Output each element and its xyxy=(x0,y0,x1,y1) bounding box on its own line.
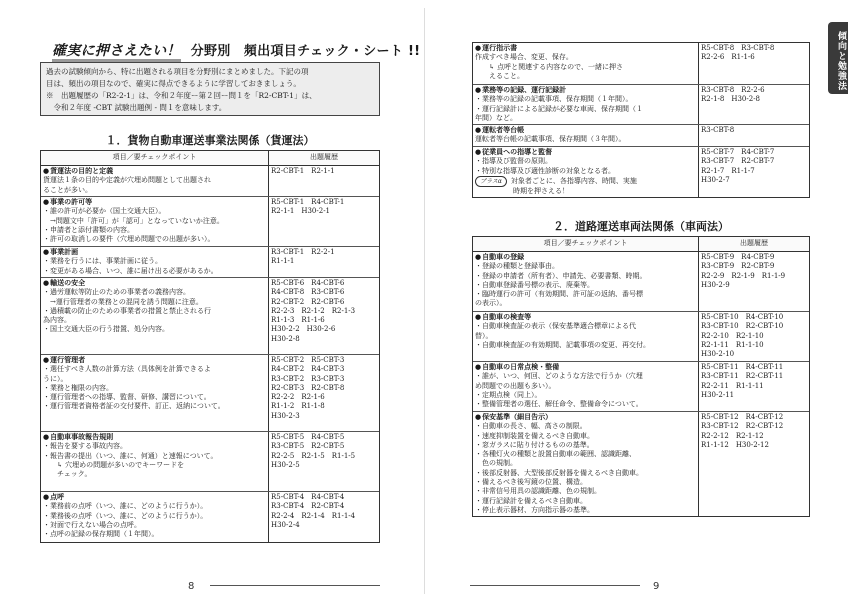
history-entry: R3-CBT-7 R2-CBT-7 xyxy=(701,157,775,166)
history-entry: H30-2-4 xyxy=(271,520,300,529)
check-point: 為内容。 xyxy=(43,316,71,325)
item-cell xyxy=(41,355,269,431)
check-point: ・点呼の記録の保存期間（１年間）。 xyxy=(43,530,159,539)
history-entry: R5-CBT-7 R4-CBT-7 xyxy=(701,148,775,156)
check-point: ・運行管理者への指導、監督、研修、講習について。 xyxy=(43,393,211,402)
history-entry: H30-2-5 xyxy=(271,460,300,469)
check-point: ・登録の申請者（所有者）、申請先、必要書類、時期。 xyxy=(475,271,647,280)
item-cell xyxy=(473,125,699,146)
page-rule xyxy=(470,585,640,586)
history-entry: R3-CBT-9 R2-CBT-9 xyxy=(701,262,775,271)
table-header xyxy=(473,237,809,252)
bullet-icon: ● xyxy=(43,248,50,256)
check-point: 貨運法１条の目的や定義が穴埋め問題として出題され xyxy=(43,176,211,185)
table-row xyxy=(41,432,379,492)
check-point: ・臨時運行の許可（有効期間、許可証の返納、番号標 xyxy=(475,290,643,299)
history-entry: R2-CBT-3 R2-CBT-8 xyxy=(271,383,345,392)
check-point: め問題での出題も多い）。 xyxy=(475,381,556,390)
history-entry: R2-CBT-2 R2-CBT-6 xyxy=(271,297,345,306)
check-point: ・特別な指導及び適性診断の対象となる者。 xyxy=(475,166,615,175)
item-cell xyxy=(41,166,269,196)
item-title-text: 従業員への指導と監督 xyxy=(482,148,553,156)
history-entry: R4-CBT-8 R3-CBT-6 xyxy=(271,288,345,297)
bullet-icon: ● xyxy=(475,86,482,94)
history-entry: H30-2-11 xyxy=(701,390,735,399)
intro-box xyxy=(40,62,380,116)
history-entry: H30-2-3 xyxy=(271,411,300,420)
check-point: ・自動車検査証の表示（保安基準適合標章による代 xyxy=(475,322,636,331)
table-row xyxy=(473,43,809,85)
item-title-text: 自動車事故報告規則 xyxy=(50,433,114,441)
bullet-icon: ● xyxy=(475,148,482,156)
check-point: ・業務後の点呼（いつ、誰に、どのように行うか）。 xyxy=(43,511,208,520)
item-title-text: 貨運法の目的と定義 xyxy=(50,167,114,175)
check-point: ・後部反射器、大型後部反射器を備えるべき自動車。 xyxy=(475,468,643,477)
arrow-icon: ↳ xyxy=(489,62,498,71)
col-item-header: 項目／要チェックポイント xyxy=(41,151,269,165)
item-title xyxy=(43,433,266,442)
item-title xyxy=(475,86,696,95)
table-row xyxy=(41,247,379,278)
check-point: ・運行記録計を備えるべき自動車。 xyxy=(475,496,587,505)
right-page xyxy=(425,0,850,602)
check-point: ・過積載の防止のための事業者の措置と禁止される行 xyxy=(43,306,211,315)
history-entry: R2-2-3 R2-1-2 R2-1-3 xyxy=(271,306,356,315)
history-entry: H30-2-7 xyxy=(701,175,730,184)
check-point: ・業務を行うには、事業計画に従う。 xyxy=(43,257,162,266)
intro-line: ※ 出題履歴の「R2-2-1」は、令和２年度ー第２回ー問１を「R2-CBT-1」は、 xyxy=(46,91,317,100)
item-title xyxy=(475,363,696,372)
item-title-text: 輸送の安全 xyxy=(50,279,86,287)
item-title-text: 点呼 xyxy=(50,493,65,501)
check-point: ・整備管理者の選任、解任命令、整備命令について。 xyxy=(475,400,643,409)
page-number: 8 xyxy=(188,581,195,592)
note-text: 点呼と関連する内容なので、一緒に押さ xyxy=(497,62,623,71)
intro-line: 目は、頻出の項目なので、確実に得点できるように学習しておきましょう。 xyxy=(46,79,301,88)
note-text: チェック。 xyxy=(57,470,92,479)
plus-text: 対象者ごとに、各指導内容、時間、実施 xyxy=(510,176,637,185)
check-point: ・停止表示器材、方向指示器の基準。 xyxy=(475,505,594,514)
check-point: ・登録の種類と登録事由。 xyxy=(475,262,559,271)
bullet-icon: ● xyxy=(43,167,50,175)
check-point: ・備えるべき後写鏡の位置、構造。 xyxy=(475,478,587,487)
bullet-icon: ● xyxy=(475,313,482,321)
history-entry: R2-2-10 R2-1-10 xyxy=(701,331,764,340)
item-title xyxy=(43,167,266,176)
intro-line: 令和２年度 -CBT 試験出題例 - 問１を意味します。 xyxy=(46,103,227,112)
history-entry: R1-1-2 R1-1-8 xyxy=(271,402,325,411)
item-title xyxy=(43,198,266,207)
item-title-text: 自動車の登録 xyxy=(482,253,525,261)
history-entry: R2-1-1 H30-2-1 xyxy=(271,207,331,216)
item-cell xyxy=(473,312,699,361)
history-cell xyxy=(269,355,379,431)
history-cell xyxy=(269,432,379,491)
item-title-text: 事業の許可等 xyxy=(50,198,93,206)
bullet-icon: ● xyxy=(43,433,50,441)
history-entry: R5-CBT-5 R4-CBT-5 xyxy=(271,433,345,441)
item-title-text: 事業計画 xyxy=(50,248,79,256)
history-entry: R3-CBT-5 R2-CBT-5 xyxy=(271,442,345,451)
history-entry: R2-2-5 R2-1-5 R1-1-5 xyxy=(271,451,356,460)
history-cell xyxy=(699,312,809,361)
table-row xyxy=(41,492,379,542)
item-cell xyxy=(41,197,269,246)
history-entry: R5-CBT-8 R3-CBT-8 xyxy=(701,44,775,52)
check-point: 色の規制。 xyxy=(475,459,517,468)
item-title xyxy=(43,493,266,502)
check-point: ・自動車の長さ、幅、高さの制限。 xyxy=(475,422,587,431)
col-history-header: 出題履歴 xyxy=(740,239,768,248)
bullet-icon: ● xyxy=(475,363,482,371)
history-cell xyxy=(269,166,379,196)
check-point: うに）。 xyxy=(43,374,68,383)
item-title xyxy=(475,126,696,135)
table-header xyxy=(41,151,379,166)
history-entry: R3-CBT-11 R2-CBT-11 xyxy=(701,372,784,381)
table-row xyxy=(473,252,809,312)
sharyoho-table xyxy=(472,236,810,517)
table-row xyxy=(41,166,379,197)
bullet-icon: ● xyxy=(43,356,50,364)
page-rule xyxy=(210,585,380,586)
note-line xyxy=(475,63,696,72)
history-entry: R3-CBT-2 R3-CBT-3 xyxy=(271,374,345,383)
history-cell xyxy=(699,412,809,516)
history-cell xyxy=(699,85,809,124)
item-title xyxy=(475,313,696,322)
kaunho-table xyxy=(40,150,380,543)
item-cell xyxy=(473,147,699,197)
table-row xyxy=(41,197,379,247)
history-entry: R2-2-2 R2-1-6 xyxy=(271,393,325,402)
check-point: ・自動車登録番号標の表示、廃棄等。 xyxy=(475,280,594,289)
check-point: 運転者等台帳の記載事項、保存期間（３年間）。 xyxy=(475,135,626,144)
check-point: ・報告を要する事故内容。 xyxy=(43,442,127,451)
item-cell xyxy=(473,362,699,411)
item-title xyxy=(43,356,266,365)
item-title-text: 自動車の検査等 xyxy=(482,313,532,321)
history-entry: R2-2-4 R2-1-4 R1-1-4 xyxy=(271,511,356,520)
history-cell xyxy=(699,362,809,411)
history-entry: R3-CBT-10 R2-CBT-10 xyxy=(701,322,784,331)
history-cell xyxy=(699,252,809,311)
history-entry: H30-2-10 xyxy=(701,350,735,359)
plus-alpha-badge: プラスα xyxy=(475,176,507,187)
note-line xyxy=(43,461,266,470)
check-point: ・自動車検査証の有効期間、記載事項の変更、再交付。 xyxy=(475,340,650,349)
history-entry: R2-2-6 R1-1-6 xyxy=(701,53,755,62)
history-entry: R5-CBT-12 R4-CBT-12 xyxy=(701,413,784,421)
table-row xyxy=(473,125,809,147)
history-entry: R5-CBT-10 R4-CBT-10 xyxy=(701,313,784,321)
item-title-text: 業務等の記録、運行記録計 xyxy=(482,86,567,94)
table-row xyxy=(41,355,379,432)
history-entry: R5-CBT-4 R4-CBT-4 xyxy=(271,493,345,501)
item-title-text: 保安基準（細目告示） xyxy=(482,413,553,421)
item-title-text: 自動車の日常点検・整備 xyxy=(482,363,560,371)
history-entry: R2-2-11 R1-1-11 xyxy=(701,381,764,390)
check-point: ・各種灯火の種類と設置自動車の範囲、認識距離、 xyxy=(475,450,636,459)
history-entry: R2-1-11 R1-1-10 xyxy=(701,340,764,349)
kaunho-continued-table xyxy=(472,42,810,198)
check-point: ・申請者と添付書類の内容。 xyxy=(43,225,134,234)
check-point: の表示）。 xyxy=(475,299,507,308)
intro-line: 過去の試験傾向から、特に出題される項目を分野別にまとめました。下記の項 xyxy=(46,67,309,76)
history-entry: R2-1-7 R1-1-7 xyxy=(701,166,755,175)
history-entry: R2-2-12 R2-1-12 xyxy=(701,431,764,440)
check-point: 年間）など。 xyxy=(475,113,517,122)
history-cell xyxy=(269,197,379,246)
plus-line xyxy=(475,187,696,196)
history-entry: R2-CBT-1 R2-1-1 xyxy=(271,167,335,175)
history-entry: R5-CBT-9 R4-CBT-9 xyxy=(701,253,775,261)
table-row xyxy=(41,278,379,355)
section-title-kaunho: １．貨物自動車運送事業法関係（貨運法） xyxy=(105,134,315,147)
check-point: 替）。 xyxy=(475,331,493,340)
check-point: ・業務前の点呼（いつ、誰に、どのように行うか）。 xyxy=(43,502,208,511)
history-entry: H30-2-8 xyxy=(271,334,300,343)
history-entry: H30-2-2 H30-2-6 xyxy=(271,325,336,334)
table-row xyxy=(473,312,809,362)
title-rest: 分野別 頻出項目チェック・シート !! xyxy=(190,44,421,59)
plus-line xyxy=(475,176,696,187)
check-point: ・窓ガラスに貼り付けるものの基準。 xyxy=(475,440,594,449)
history-entry: R1-1-3 R1-1-6 xyxy=(271,316,325,325)
bullet-icon: ● xyxy=(475,253,482,261)
check-point: ・速度抑制装置を備えるべき自動車。 xyxy=(475,431,594,440)
item-cell xyxy=(41,492,269,542)
history-cell xyxy=(269,278,379,354)
history-entry: R5-CBT-1 R4-CBT-1 xyxy=(271,198,345,206)
check-point: ・誰の許可が必要か（国土交通大臣）。 xyxy=(43,207,166,216)
note-text: 穴埋めの問題が多いのでキーワードを xyxy=(65,460,185,469)
col-item-header: 項目／要チェックポイント xyxy=(473,237,699,251)
plus-text: 時期を押さえる！ xyxy=(513,187,569,196)
history-entry: R5-CBT-2 R5-CBT-3 xyxy=(271,356,345,364)
bullet-icon: ● xyxy=(43,198,50,206)
history-cell xyxy=(699,43,809,84)
history-entry: R4-CBT-2 R4-CBT-3 xyxy=(271,365,345,374)
history-entry: R5-CBT-6 R4-CBT-6 xyxy=(271,279,345,287)
history-entry: R1-1-12 H30-2-12 xyxy=(701,440,769,449)
check-point: ・運行記録計による記録が必要な車両、保存期間（１ xyxy=(475,104,643,113)
check-point: ・誰が、いつ、何回、どのような方法で行うか（穴埋 xyxy=(475,372,643,381)
check-point: 作成すべき場合、変更、保存。 xyxy=(475,53,573,62)
item-title-text: 運転者等台帳 xyxy=(482,126,525,134)
check-point: ・定期点検（同上）。 xyxy=(475,390,542,399)
history-cell xyxy=(699,147,809,197)
page-number: 9 xyxy=(653,581,660,592)
item-title xyxy=(475,148,696,157)
item-title xyxy=(475,413,696,422)
history-entry: R3-CBT-12 R2-CBT-12 xyxy=(701,422,784,431)
history-cell xyxy=(269,492,379,542)
title-highlight: 確実に押さえたい！ xyxy=(52,43,181,63)
section-title-sharyoho: ２．道路運送車両法関係（車両法） xyxy=(553,220,729,233)
item-title xyxy=(475,44,696,53)
item-title xyxy=(475,253,696,262)
item-cell xyxy=(473,85,699,124)
item-cell xyxy=(473,412,699,516)
history-entry: R1-1-1 xyxy=(271,257,295,266)
bullet-icon: ● xyxy=(475,126,482,134)
chapter-tab[interactable]: 傾向と勉強法 xyxy=(828,22,848,94)
item-cell xyxy=(41,247,269,277)
table-row xyxy=(473,412,809,516)
check-point: →運行管理者の業務との混同を誘う問題に注意。 xyxy=(43,297,203,306)
bullet-icon: ● xyxy=(475,44,482,52)
item-cell xyxy=(473,252,699,311)
table-row xyxy=(473,362,809,412)
check-point: ・業務等の記録の記載事項、保存期間（１年間）。 xyxy=(475,95,633,104)
check-point: ・指導及び監督の原則。 xyxy=(475,157,552,166)
page-title xyxy=(52,40,420,60)
check-point: ・業務と権限の内容。 xyxy=(43,383,113,392)
history-entry: R5-CBT-11 R4-CBT-11 xyxy=(701,363,784,371)
arrow-icon: ↳ xyxy=(57,460,66,469)
table-row xyxy=(473,85,809,125)
item-title-text: 運行管理者 xyxy=(50,356,86,364)
note-line xyxy=(43,470,266,479)
item-cell xyxy=(41,278,269,354)
item-title xyxy=(43,279,266,288)
item-cell xyxy=(473,43,699,84)
history-entry: R2-2-9 R2-1-9 R1-1-9 xyxy=(701,271,786,280)
bullet-icon: ● xyxy=(43,279,50,287)
check-point: ・運行管理者資格者証の交付要件、訂正、返納について。 xyxy=(43,402,225,411)
check-point: ・報告書の提出（いつ、誰に、何通）と速報について。 xyxy=(43,451,218,460)
item-title xyxy=(43,248,266,257)
note-line xyxy=(475,72,696,81)
history-entry: R3-CBT-8 xyxy=(701,126,735,134)
history-cell xyxy=(699,125,809,146)
check-point: ・選任すべき人数の計算方法（具体例を計算できるよ xyxy=(43,365,211,374)
check-point: →問題文中「許可」が「認可」となっていないか注意。 xyxy=(43,216,224,225)
table-row xyxy=(473,147,809,197)
history-entry: R3-CBT-4 R2-CBT-4 xyxy=(271,502,345,511)
check-point: ・対面で行えない場合の点呼。 xyxy=(43,520,141,529)
bullet-icon: ● xyxy=(43,493,50,501)
check-point: ・国土交通大臣の行う措置、処分内容。 xyxy=(43,325,169,334)
item-cell xyxy=(41,432,269,491)
history-entry: R3-CBT-8 R2-2-6 xyxy=(701,86,765,94)
note-text: えること。 xyxy=(489,71,524,80)
history-entry: H30-2-9 xyxy=(701,280,730,289)
check-point: ・過労運転等防止のための事業者の義務内容。 xyxy=(43,288,190,297)
check-point: ・変更がある場合、いつ、誰に届け出る必要があるか。 xyxy=(43,266,218,275)
check-point: ・非常信号用具の認識距離、色の規制。 xyxy=(475,487,601,496)
bullet-icon: ● xyxy=(475,413,482,421)
check-point: ることが多い。 xyxy=(43,185,92,194)
check-point: ・許可の取消しの要件（穴埋め問題での出題が多い）。 xyxy=(43,235,215,244)
item-title-text: 運行指示書 xyxy=(482,44,518,52)
history-entry: R2-1-8 H30-2-8 xyxy=(701,95,761,104)
history-entry: R3-CBT-1 R2-2-1 xyxy=(271,248,335,256)
col-history-header: 出題履歴 xyxy=(310,153,338,162)
history-cell xyxy=(269,247,379,277)
